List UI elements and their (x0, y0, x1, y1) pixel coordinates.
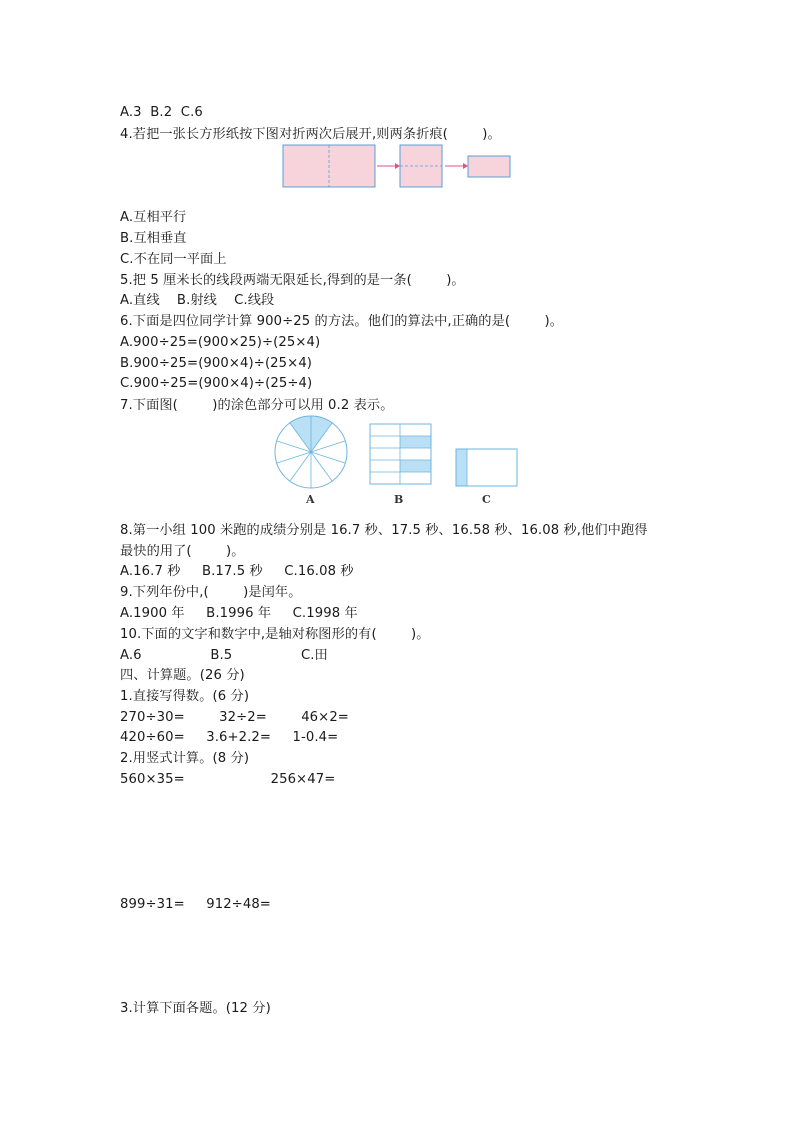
circle-a (275, 416, 347, 488)
calc-2-row2: 899÷31= 912÷48= (120, 897, 271, 912)
q5-options: A.直线 B.射线 C.线段 (120, 293, 275, 308)
q7-question: 7.下面图( )的涂色部分可以用 0.2 表示。 (120, 398, 394, 413)
q6-option-c: C.900÷25=(900×4)÷(25÷4) (120, 376, 313, 391)
q10-options: A.6 B.5 C.田 (120, 648, 328, 663)
grid-b (370, 424, 431, 484)
q8-question-line2: 最快的用了( )。 (120, 544, 245, 559)
q6-question: 6.下面是四位同学计算 900÷25 的方法。他们的算法中,正确的是( )。 (120, 314, 563, 329)
q4-question: 4.若把一张长方形纸按下图对折两次后展开,则两条折痕( )。 (120, 127, 501, 142)
calc-2-row1: 560×35= 256×47= (120, 772, 336, 787)
paper-quarter (468, 156, 510, 177)
arrow-2-head (463, 163, 468, 169)
q5-question: 5.把 5 厘米长的线段两端无限延长,得到的是一条( )。 (120, 273, 465, 288)
calc-2-title: 2.用竖式计算。(8 分) (120, 751, 250, 766)
q7-figure (270, 412, 525, 492)
q8-question-line1: 8.第一小组 100 米跑的成绩分别是 16.7 秒、17.5 秒、16.58 秒、16.08 秒,他们中跑得 (120, 523, 648, 538)
calc-1-title: 1.直接写得数。(6 分) (120, 689, 250, 704)
paper-folding-figure (280, 142, 515, 190)
q6-option-a: A.900÷25=(900×25)÷(25×4) (120, 335, 321, 350)
section-4-title: 四、计算题。(26 分) (120, 668, 245, 683)
q10-question: 10.下面的文字和数字中,是轴对称图形的有( )。 (120, 627, 430, 642)
q9-question: 9.下列年份中,( )是闰年。 (120, 585, 302, 600)
calc-3-title: 3.计算下面各题。(12 分) (120, 1001, 271, 1016)
calc-1-row1: 270÷30= 32÷2= 46×2= (120, 710, 349, 725)
q9-options: A.1900 年 B.1996 年 C.1998 年 (120, 606, 358, 621)
q8-options: A.16.7 秒 B.17.5 秒 C.16.08 秒 (120, 564, 354, 579)
arrow-1-head (395, 163, 400, 169)
q3-options: A.3 B.2 C.6 (120, 105, 203, 120)
calc-1-row2: 420÷60= 3.6+2.2= 1-0.4= (120, 730, 339, 745)
q6-option-b: B.900÷25=(900×4)÷(25×4) (120, 356, 313, 371)
figure-label-c: C (482, 493, 491, 506)
figure-label-a: A (306, 493, 315, 506)
rect-c (456, 449, 517, 486)
figure-label-b: B (394, 493, 404, 506)
q4-option-c: C.不在同一平面上 (120, 252, 227, 267)
q4-option-b: B.互相垂直 (120, 231, 187, 246)
q4-option-a: A.互相平行 (120, 210, 187, 225)
